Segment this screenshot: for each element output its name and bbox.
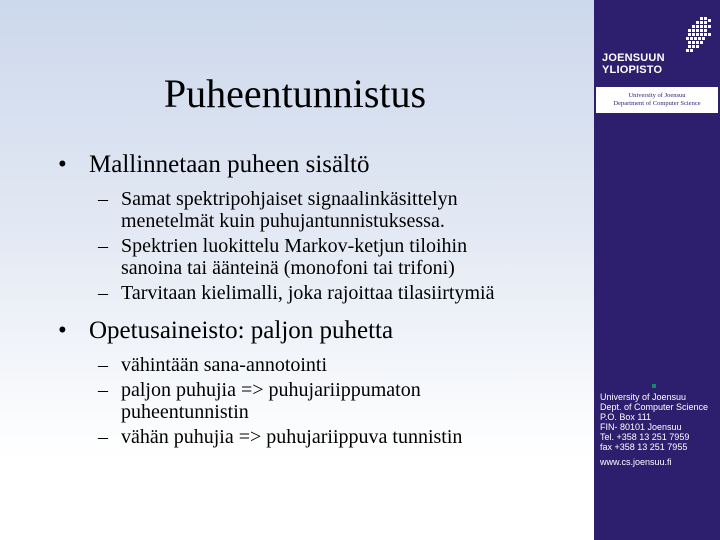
sub-bullet-line: sanoina tai äänteinä (monofoni tai trifoni) (121, 257, 455, 279)
sub-bullet-line: puheentunnistin (121, 401, 249, 423)
dash-icon: – (98, 235, 108, 257)
sub-bullet-line: Tarvitaan kielimalli, joka rajoittaa tilasiirtymiä (121, 282, 495, 304)
sub-bullet-item (58, 282, 598, 304)
department-line: Department of Computer Science (613, 100, 701, 107)
side-panel (594, 0, 720, 540)
sub-bullet-line: vähän puhujia => puhujariippuva tunnistin (121, 426, 463, 448)
contact-line: P.O. Box 111 (600, 412, 652, 422)
contact-line: FIN- 80101 Joensuu (600, 422, 682, 432)
university-name (602, 52, 717, 76)
contact-fax: fax +358 13 251 7955 (600, 442, 688, 452)
dash-icon: – (98, 282, 108, 304)
department-line: University of Joensuu (628, 92, 686, 99)
contact-web: www.cs.joensuu.fi (600, 457, 672, 467)
university-name-line: JOENSUUN (602, 52, 665, 64)
contact-line: Dept. of Computer Science (600, 402, 709, 412)
sub-bullet-item (58, 379, 598, 423)
sub-bullet-line: paljon puhujia => puhujariippumaton (121, 379, 421, 401)
contact-info (600, 392, 720, 467)
sub-bullet-item (58, 426, 598, 448)
bullet-icon: • (58, 317, 67, 344)
slide-content (58, 150, 598, 448)
department-box (596, 87, 718, 113)
sub-bullet-item (58, 188, 598, 232)
bullet-item (58, 316, 598, 346)
dash-icon: – (98, 379, 108, 401)
contact-tel: Tel. +358 13 251 7959 (600, 432, 690, 442)
sub-bullet-item (58, 354, 598, 376)
accent-square (652, 384, 656, 388)
bullet-icon: • (58, 151, 67, 178)
dash-icon: – (98, 426, 108, 448)
sub-bullet-line: Spektrien luokittelu Markov-ketjun tiloihin (121, 235, 468, 257)
sub-bullet-line: Samat spektripohjaiset signaalinkäsittelyn (121, 188, 458, 210)
bullet-text: Opetusaineisto: paljon puhetta (89, 317, 394, 344)
bullet-item (58, 150, 598, 180)
contact-line: University of Joensuu (600, 392, 687, 402)
sub-bullet-item (58, 235, 598, 279)
sub-bullet-line: vähintään sana-annotointi (121, 354, 328, 376)
sub-bullet-line: menetelmät kuin puhujantunnistuksessa. (121, 210, 445, 232)
dash-icon: – (98, 188, 108, 210)
dash-icon: – (98, 354, 108, 376)
slide-title: Puheentunnistus (163, 71, 427, 116)
bullet-text: Mallinnetaan puheen sisältö (89, 151, 370, 178)
university-name-line: YLIOPISTO (602, 64, 663, 76)
university-logo-icon (686, 17, 714, 57)
